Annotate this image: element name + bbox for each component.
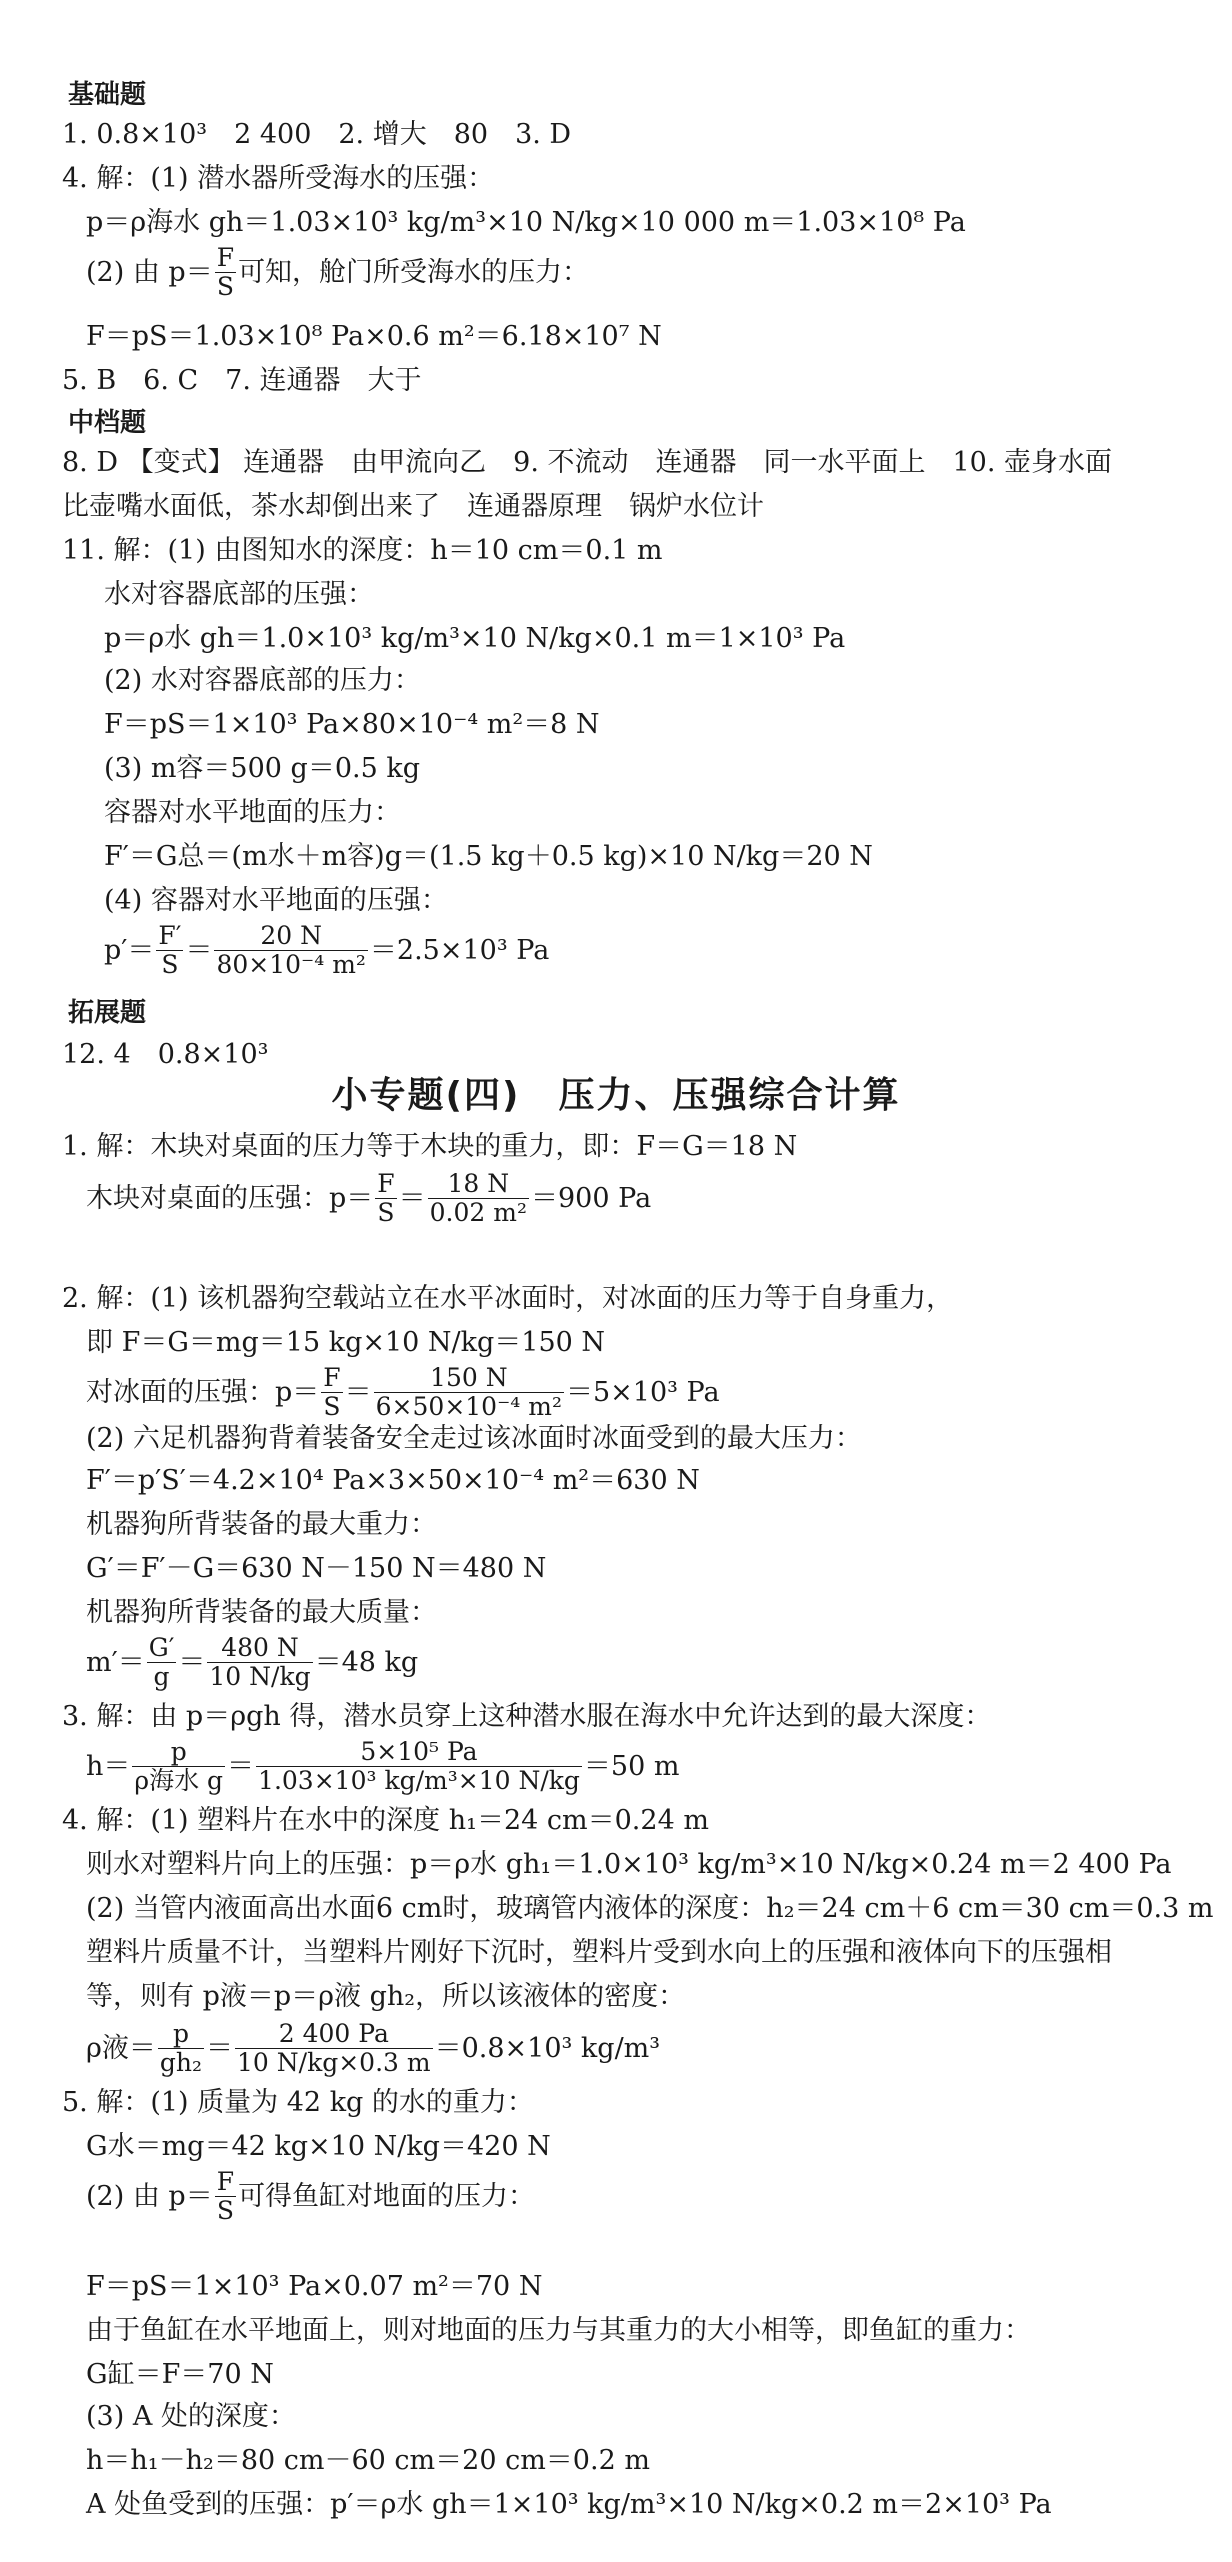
section-heading: 基础题 — [68, 80, 147, 110]
fraction: $\frac{18 N}{\text{0.02 m²}}$ — [429, 1169, 527, 1227]
text-line: 等，则有 p液＝p＝ρ液 gh₂，所以该液体的密度： — [86, 1981, 686, 2012]
text-line: 比壶嘴水面低，茶水却倒出来了 连通器原理 锅炉水位计 — [62, 491, 764, 522]
fraction: $\frac{F'}{S}$ — [158, 921, 182, 979]
text-line: 机器狗所背装备的最大重力： — [86, 1509, 437, 1540]
text-line: 5. B 6. C 7. 连通器 大于 — [62, 365, 422, 396]
equation-q11-4: p′＝ $\frac{F'}{S}$ ＝ $\frac{20 N}{\text{80×10⁻⁴ m²}}$ ＝2.5×10³ Pa — [104, 921, 550, 979]
equation-s4: ρ液＝ $\frac{p}{\text{gh₂}}$ ＝ $\frac{2 400 Pa}{10 N/kg\times 0.3 m}$ ＝0.8×10³ kg/m³ — [86, 2019, 661, 2077]
text-line: G′＝F′－G＝630 N－150 N＝480 N — [86, 1553, 547, 1584]
text-line: 塑料片质量不计，当塑料片刚好下沉时，塑料片受到水向上的压强和液体向下的压强相 — [86, 1937, 1112, 1968]
text-line: F＝pS＝1.03×10⁸ Pa×0.6 m²＝6.18×10⁷ N — [86, 321, 662, 352]
equation-s1: 木块对桌面的压强：p＝ $\frac{F}{S}$ ＝ $\frac{18 N}{\text{0.02 m²}}$ ＝900 Pa — [86, 1169, 652, 1227]
text-line: (3) A 处的深度： — [86, 2401, 296, 2432]
text-line: 即 F＝G＝mg＝15 kg×10 N/kg＝150 N — [86, 1327, 606, 1358]
equation-s2b: m′＝ $\frac{G'}{g}$ ＝ $\frac{480 N}{10 N/kg}$ ＝48 kg — [86, 1633, 419, 1691]
text-line: 4. 解：(1) 潜水器所受海水的压强： — [62, 163, 495, 194]
text-line: F＝pS＝1×10³ Pa×0.07 m²＝70 N — [86, 2271, 543, 2302]
fraction: $\frac{F}{S}$ — [216, 243, 235, 301]
text-line: (4) 容器对水平地面的压强： — [104, 885, 448, 916]
section-heading: 拓展题 — [68, 998, 147, 1028]
text-line: h＝h₁－h₂＝80 cm－60 cm＝20 cm＝0.2 m — [86, 2445, 650, 2476]
fraction: $\frac{2 400 Pa}{10 N/kg\times 0.3 m}$ — [237, 2019, 431, 2077]
text-line: 3. 解：由 p＝ρgh 得，潜水员穿上这种潜水服在海水中允许达到的最大深度： — [62, 1701, 992, 1732]
text-line: p＝ρ海水 gh＝1.03×10³ kg/m³×10 N/kg×10 000 m＝1.03×10⁸ Pa — [86, 207, 966, 238]
text-line: 机器狗所背装备的最大质量： — [86, 1597, 437, 1628]
fraction: $\frac{F}{S}$ — [323, 1363, 341, 1421]
text-line: G水＝mg＝42 kg×10 N/kg＝420 N — [86, 2131, 551, 2162]
text-line: 5. 解：(1) 质量为 42 kg 的水的重力： — [62, 2087, 534, 2118]
text-line: (2) 当管内液面高出水面6 cm时，玻璃管内液体的深度：h₂＝24 cm＋6 cm＝30 cm＝0.3 m — [86, 1893, 1214, 1924]
fraction: $\frac{p}{\text{gh₂}}$ — [159, 2019, 203, 2077]
text-line: (2) 水对容器底部的压力： — [104, 665, 421, 696]
text-line: 则水对塑料片向上的压强：p＝ρ水 gh₁＝1.0×10³ kg/m³×10 N/kg×0.24 m＝2 400 Pa — [86, 1849, 1172, 1880]
section-heading: 中档题 — [68, 408, 147, 438]
text-line: F′＝p′S′＝4.2×10⁴ Pa×3×50×10⁻⁴ m²＝630 N — [86, 1465, 700, 1496]
text-line: 1. 0.8×10³ 2 400 2. 增大 80 3. D — [62, 119, 572, 150]
fraction: $\frac{F}{S}$ — [377, 1169, 395, 1227]
fraction: $\frac{150 N}{\text{6×50×10⁻⁴ m²}}$ — [375, 1363, 562, 1421]
fraction: $\frac{480 N}{10 N/kg}$ — [209, 1633, 311, 1691]
text-line: 1. 解：木块对桌面的压力等于木块的重力，即：F＝G＝18 N — [62, 1131, 798, 1162]
fraction: $\frac{p}{\text{ρ海水 g}}$ — [134, 1737, 224, 1795]
text-line: F′＝G总＝(m水＋m容)g＝(1.5 kg＋0.5 kg)×10 N/kg＝20 N — [104, 841, 873, 872]
text-line: A 处鱼受到的压强：p′＝ρ水 gh＝1×10³ kg/m³×10 N/kg×0.2 m＝2×10³ Pa — [86, 2489, 1052, 2520]
text-line: p＝ρ水 gh＝1.0×10³ kg/m³×10 N/kg×0.1 m＝1×10³ Pa — [104, 623, 846, 654]
fraction: $\frac{\text{5×10⁵ Pa}}{\text{1.03×10³ kg/m³×10 N/kg}}$ — [258, 1737, 580, 1795]
equation-q4-2: (2) 由 p＝ $\frac{F}{S}$ 可知，舱门所受海水的压力： — [86, 243, 590, 301]
text-line: G缸＝F＝70 N — [86, 2359, 274, 2390]
text-line: 2. 解：(1) 该机器狗空载站立在水平冰面时，对冰面的压力等于自身重力， — [62, 1283, 954, 1314]
fraction: $\frac{F}{S}$ — [216, 2167, 235, 2225]
text-line: 4. 解：(1) 塑料片在水中的深度 h₁＝24 cm＝0.24 m — [62, 1805, 709, 1836]
equation-s5-2: (2) 由 p＝ $\frac{F}{S}$ 可得鱼缸对地面的压力： — [86, 2167, 536, 2225]
equation-s2a: 对冰面的压强：p＝ $\frac{F}{S}$ ＝ $\frac{150 N}{\text{6×50×10⁻⁴ m²}}$ ＝5×10³ Pa — [86, 1363, 720, 1421]
text-line: 由于鱼缸在水平地面上，则对地面的压力与其重力的大小相等，即鱼缸的重力： — [86, 2315, 1031, 2346]
text-line: (2) 六足机器狗背着装备安全走过该冰面时冰面受到的最大压力： — [86, 1423, 862, 1454]
text-line: 12. 4 0.8×10³ — [62, 1039, 269, 1070]
text-line: 容器对水平地面的压力： — [104, 797, 401, 828]
text-line: 8. D 【变式】 连通器 由甲流向乙 9. 不流动 连通器 同一水平面上 10. 壶身水面 — [62, 447, 1113, 478]
fraction: $\frac{G'}{g}$ — [148, 1633, 175, 1691]
text-line: F＝pS＝1×10³ Pa×80×10⁻⁴ m²＝8 N — [104, 709, 600, 740]
section-title: 小专题(四) 压力、压强综合计算 — [331, 1075, 901, 1116]
text-line: 水对容器底部的压强： — [104, 579, 374, 610]
fraction: $\frac{20 N}{\text{80×10⁻⁴ m²}}$ — [216, 921, 366, 979]
equation-s3: h＝ $\frac{p}{\text{ρ海水 g}}$ ＝ $\frac{\text{5×10⁵ Pa}}{\text{1.03×10³ kg/m³×10 N/kg}}$ ＝50 m — [86, 1737, 680, 1795]
text-line: (3) m容＝500 g＝0.5 kg — [104, 753, 420, 784]
text-line: 11. 解：(1) 由图知水的深度：h＝10 cm＝0.1 m — [62, 535, 663, 566]
